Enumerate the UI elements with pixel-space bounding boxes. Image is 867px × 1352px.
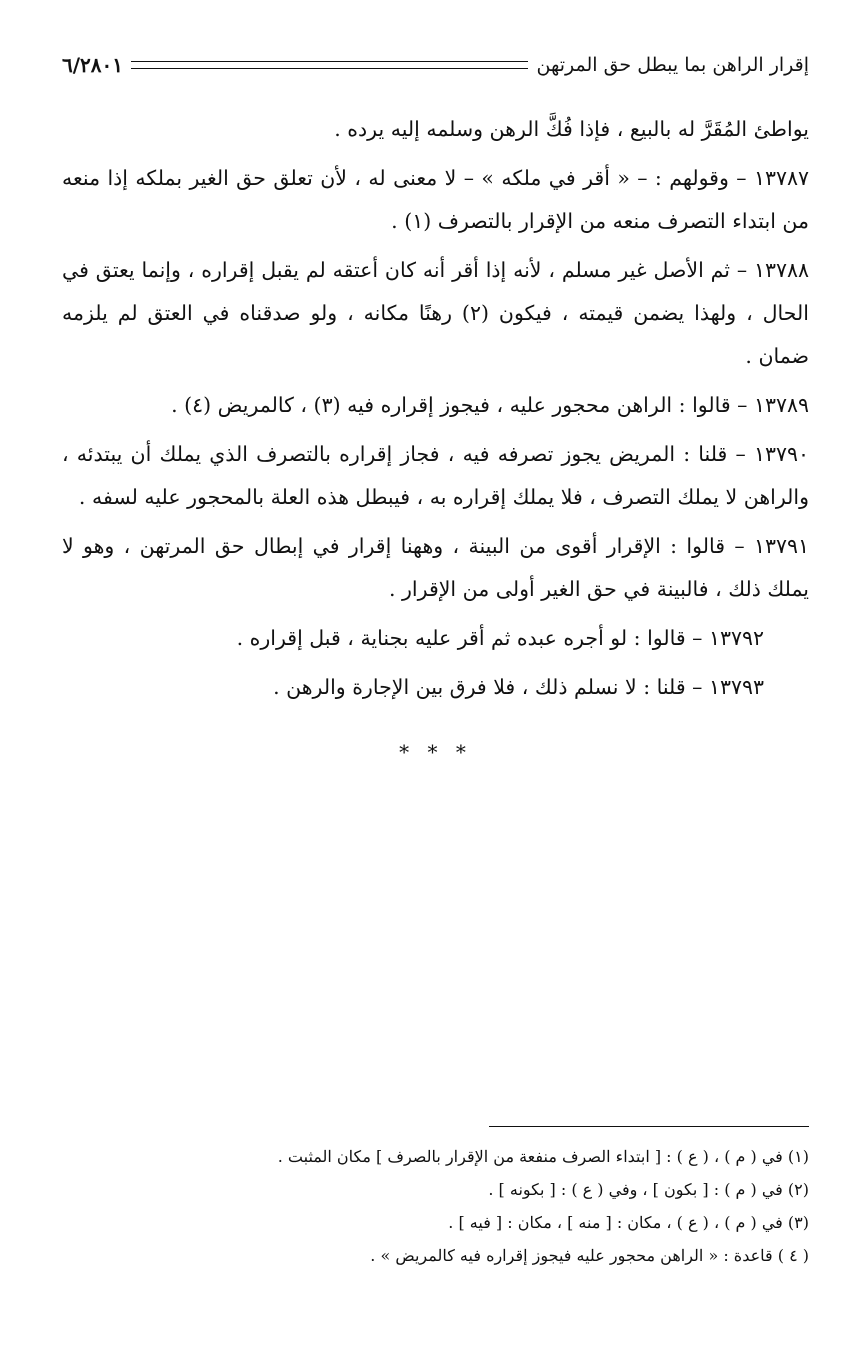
paragraph-13793: ١٣٧٩٣ – قلنا : لا نسلم ذلك ، فلا فرق بين الإجارة والرهن .	[273, 675, 764, 699]
footnotes	[62, 1140, 809, 1272]
paragraph-13792: ١٣٧٩٢ – قالوا : لو أجره عبده ثم أقر عليه بجناية ، قبل إقراره .	[236, 626, 764, 650]
header-double-rule	[131, 61, 528, 69]
paragraph-13790: ١٣٧٩٠ – قلنا : المريض يجوز تصرفه فيه ، فجاز إقراره بالتصرف الذي يملك أن يبتدئه ، والراهن لا يملك التصرف ، فلا يملك إقراره به ، فيبطل هذه العلة بالمحجور عليه لسفه .	[62, 442, 809, 509]
paragraph-13789: ١٣٧٨٩ – قالوا : الراهن محجور عليه ، فيجوز إقراره فيه (٣) ، كالمريض (٤) .	[171, 393, 809, 417]
footnote-2: (٢) في ( م ) : [ بكون ] ، وفي ( ع ) : [ بكونه ] .	[488, 1180, 809, 1199]
section-separator: * * *	[399, 740, 472, 764]
page-number: ٦/٢٨٠١	[62, 53, 124, 77]
paragraph-13787: ١٣٧٨٧ – وقولهم : – « أقر في ملكه » – لا معنى له ، لأن تعلق حق الغير بملكه إذا منعه من ابتداء التصرف منعه من الإقرار بالتصرف (١) .	[62, 166, 809, 233]
footnote-4: ( ٤ ) قاعدة : « الراهن محجور عليه فيجوز إقراره فيه كالمريض » .	[370, 1246, 809, 1265]
footnote-rule	[489, 1126, 809, 1127]
main-text	[62, 108, 809, 774]
paragraph-13788: ١٣٧٨٨ – ثم الأصل غير مسلم ، لأنه إذا أقر أنه كان أعتقه لم يقبل إقراره ، وإنما يعتق في الحال ، ولهذا يضمن قيمته ، فيكون (٢) رهنًا مكانه ، ولو صدقناه في العتق لم يلزمه ضمان .	[62, 258, 809, 368]
footnote-1: (١) في ( م ) ، ( ع ) : [ ابتداء الصرف منفعة من الإقرار بالصرف ] مكان المثبت .	[277, 1147, 809, 1166]
paragraph-13791: ١٣٧٩١ – قالوا : الإقرار أقوى من البينة ، وههنا إقرار في إبطال حق المرتهن ، وهو لا يملك ذلك ، فالبينة في حق الغير أولى من الإقرار .	[62, 534, 809, 601]
running-header	[62, 50, 809, 80]
running-title: إقرار الراهن بما يبطل حق المرتهن	[536, 54, 809, 76]
paragraph-continuation: يواطئ المُقَرَّ له بالبيع ، فإذا فُكَّ الرهن وسلمه إليه يرده .	[334, 117, 809, 141]
footnote-3: (٣) في ( م ) ، ( ع ) ، مكان : [ منه ] ، مكان : [ فيه ] .	[448, 1213, 809, 1232]
